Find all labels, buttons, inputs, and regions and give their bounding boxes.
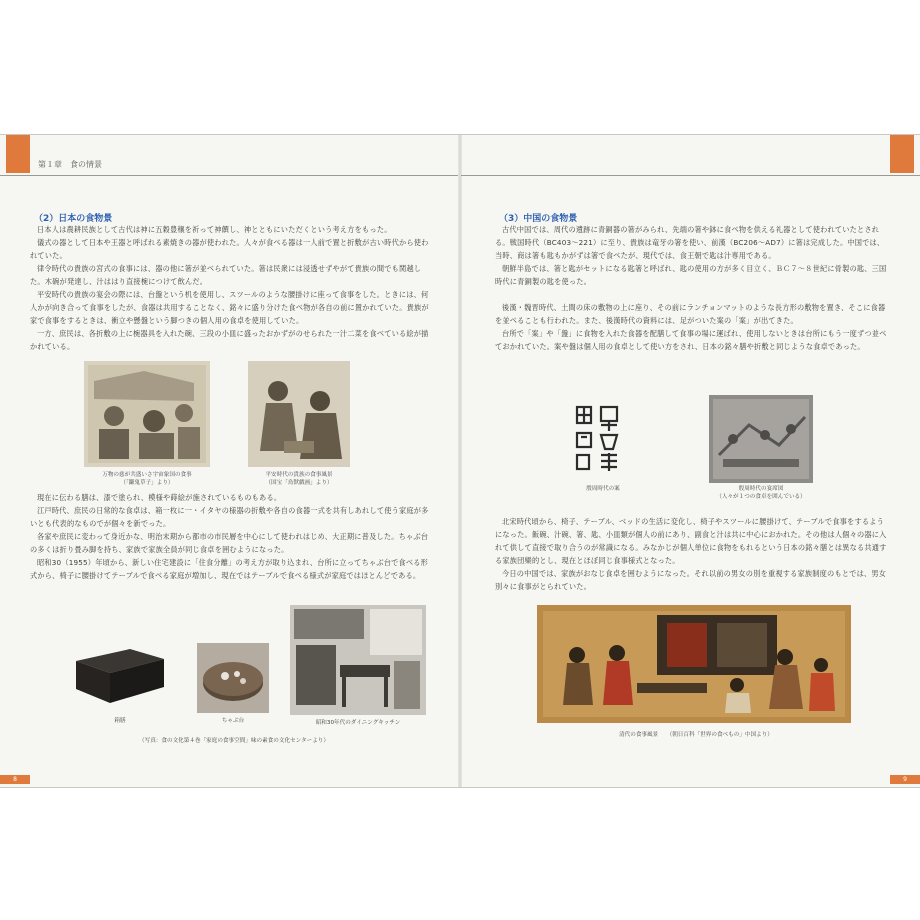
paragraph: 平安時代の貴族の宴会の際には、台盤という机を使用し、スツールのような腰掛けに座って食事をした。ときには、何人かが向き合って食事をしたが、食器は共用することなく、銘々に盛り分けた食べ物が各自の前に置かれていた。貴族が家で食事をするときは、衝立や懸盤という脚つきの個人用の食卓を使用していた。 xyxy=(30,290,429,325)
caption-line: （国宝「鳥獣戯画」より） xyxy=(265,480,333,486)
dining-kitchen-image xyxy=(290,605,426,715)
page-header xyxy=(461,135,920,176)
left-page xyxy=(0,135,459,787)
banquet-rubbing-image xyxy=(709,395,813,483)
caption-line: 殷周時代の宴席図 xyxy=(738,486,784,492)
chapter-tab xyxy=(6,135,30,173)
body-text-top xyxy=(30,223,432,353)
photo-credit: （写真：食の文化第４巻「家庭の食事空間」味の素食の文化センターより） xyxy=(139,738,329,744)
caption-line: 万物の慈が共盛いさ宇宙象国の食事 xyxy=(102,472,192,478)
figure-caption xyxy=(693,485,829,501)
banquet-rubbing-figure xyxy=(709,395,813,483)
scroll-painting-figure xyxy=(84,361,210,467)
ancient-characters-figure xyxy=(571,403,635,475)
section-title: （3）中国の食物景 xyxy=(499,214,578,224)
qing-meal-painting-image xyxy=(537,605,851,723)
heian-painting-image xyxy=(248,361,350,467)
paragraph: 江戸時代、庶民の日常的な食卓は、箱一枚に一・イタヤの様器の折敷や各自の食器一式を共有しあれして使う家庭が多いとも代表的なものでが個々を新でった。 xyxy=(30,506,429,528)
paragraph: 日本人は農耕民族として古代は神に五穀豊穣を祈って神饌し、神とともにいただくという考え方をもった。 xyxy=(37,225,392,234)
page-header xyxy=(0,135,459,176)
caption-line: （人々が１つの食卓を囲んでいる） xyxy=(716,494,806,500)
figure-caption xyxy=(84,471,210,487)
paragraph: 朝鮮半島では、箸と匙がセットになる匙箸と呼ばれ、匙の使用の方が多く目立く、ＢＣ７〜８世紀に骨製の匙、三国時代に青銅製の匙を使った。 xyxy=(495,264,887,286)
heian-painting-figure xyxy=(248,361,350,467)
paragraph: 律令時代の貴族の宮式の食事には、器の他に箸が並べられていた。箸は民衆には浸透せずやがて貴族の間でも関越した。木碗が発達し、汁ははり直接椀につけて飲んだ。 xyxy=(30,264,422,286)
hakozen-image xyxy=(70,641,170,711)
ancient-characters-image xyxy=(571,403,635,475)
figure-caption: 清代の食事風景 （朝日百科「世界の食べもの」中国より） xyxy=(619,732,773,738)
body-text-mid xyxy=(495,301,891,353)
figure-caption: 殷周時代の案 xyxy=(586,486,620,492)
page-number: 8 xyxy=(0,775,30,784)
caption-line: 平安時代の貴族の食事風景 xyxy=(265,472,333,478)
page-number: 9 xyxy=(890,775,920,784)
chabudai-image xyxy=(197,643,269,713)
paragraph: 古代中国では、周代の遺跡に青銅器の箸がみられ、先端の箸や鉢に食べ物を供える礼器として使われていたとされる。戦国時代（BC403〜221）に至り、貴族は竜牙の箸を使い、前漢（BC206〜AD7）に箸は完成した。中国では、当時、商は箸も匙もかがずは箸で食べたが、現代では、食王朝で匙は汁専用である。 xyxy=(495,225,885,260)
paragraph: 後漢・魏晋時代、土間の床の敷物の上に座り、その前にランチョンマットのような長方形の敷物を置き、そこに食器を並べることも行われた。また、後漢時代の資料には、足がついた案の「案」が出てきた。 xyxy=(495,303,886,325)
paragraph: 一方、庶民は、各折敷の上に椀器具を入れた碗、三段の小皿に盛ったおかずがのせられた一汁二菜を食べている絵が描かれている。 xyxy=(30,329,429,351)
paragraph: 昭和30（1955）年頃から、新しい住宅建設に「住食分離」の考え方が取り込まれ、台所に立ってちゃぶ台で食べる形式から、椅子に腰掛けてテーブルで食べる家庭が増加し、現在ではテーブルで食べる様式が家庭ではほとんどである。 xyxy=(30,558,429,580)
paragraph: 現在に伝わる膳は、漆で塗られ、模様や蒔絵が施されているものもある。 xyxy=(37,493,282,502)
figure-caption: 昭和30年代のダイニングキッチン xyxy=(315,720,401,726)
chapter-tab xyxy=(890,135,914,173)
scroll-painting-image xyxy=(84,361,210,467)
paragraph: 儀式の器として日本や王器と呼ばれる素焼きの器が使われた。人々が食べる器は一人前で置と折敷が古い時代から使われていた。 xyxy=(30,238,429,260)
figure-caption xyxy=(240,471,358,487)
figure-caption: ちゃぶ台 xyxy=(221,718,245,724)
paragraph: 各家や庶民に変わって身近かな、明治末期から都市の市民層を中心にして使われはじめ、大正期に普及した。ちゃぶ台の多くは折り畳み脚を持ち、家族で家族全員が同じ食卓を囲むようになった。 xyxy=(30,532,429,554)
chabudai-figure xyxy=(197,643,269,713)
chapter-header: 第１章 食の情景 xyxy=(38,160,102,169)
hakozen-figure xyxy=(70,641,170,711)
paragraph: 今日の中国では、家族がおなじ食卓を囲むようになった。それ以前の男女の別を重視する家族制度のもとでは、男女別々に食事がとられていた。 xyxy=(495,569,887,591)
paragraph: 台所で「案」や「盤」に食物を入れた食器を配膳して食事の場に運ばれ、使用しないときは台所にもう一度ずつ並べておかれていた。案や盤は個人用の食卓として使い方をされ、日本の銘々膳や折敷と同じような食卓であった。 xyxy=(495,329,887,351)
qing-meal-painting-figure xyxy=(537,605,851,723)
paragraph: 北宋時代頃から、椅子、テーブル、ベッドの生活に変化し、椅子やスツールに腰掛けて、テーブルで食事をするようになった。飯碗、汁碗、箸、匙、小皿類が個人の前にあり、副食と汁は共に中心におかれた。その他は人個々の器に入れて供して直接で取り合うのが常識になる。みなかじが個人単位に食物をもれるという日本の銘々膳とは異なる共通する家族団欒的とし、現在とほぼ同じ食事様式となった。 xyxy=(495,517,887,565)
body-text-top xyxy=(495,223,891,288)
book-spread xyxy=(0,134,920,788)
body-text-mid xyxy=(30,491,432,582)
right-page xyxy=(461,135,920,787)
caption-line: （「鎌鬼草子」より） xyxy=(120,480,174,486)
body-text-bottom xyxy=(495,515,891,593)
figure-caption: 箱膳 xyxy=(114,718,126,724)
section-title: （2）日本の食物景 xyxy=(34,214,113,224)
dining-kitchen-figure xyxy=(290,605,426,715)
